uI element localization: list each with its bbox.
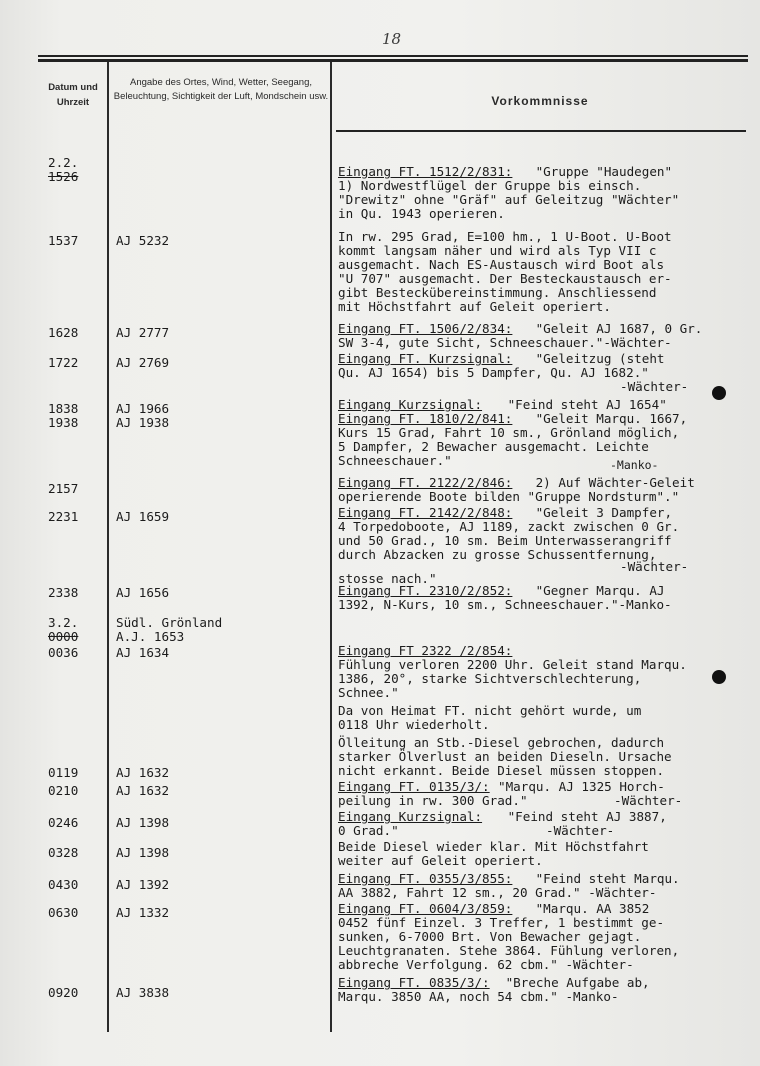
event-line: 0452 fünf Einzel. 3 Treffer, 1 bestimmt ge- [338, 915, 665, 930]
location-entry: AJ 1938 [116, 415, 170, 430]
event-line: Ölleitung an Stb.-Diesel gebrochen, dadurch [338, 735, 665, 750]
time-entry: 0210 [48, 783, 79, 798]
message-heading: Eingang FT. 2310/2/852: [338, 583, 513, 598]
location-entry: AJ 2777 [116, 325, 170, 340]
event-line: stosse nach." [338, 571, 437, 586]
top-double-rule [38, 55, 748, 57]
time-entry: 0036 [48, 645, 79, 660]
event-line: und 50 Grad., 10 sm. Beim Unterwasserangriff [338, 533, 672, 548]
event-line: kommt langsam näher und wird als Typ VII c [338, 243, 657, 258]
location-entry: AJ 1966 [116, 401, 170, 416]
event-line: Da von Heimat FT. nicht gehört wurde, um [338, 703, 642, 718]
event-line: 1) Nordwestflügel der Gruppe bis einsch. [338, 178, 642, 193]
header-datetime: Datum und Uhrzeit [48, 82, 98, 108]
message-heading: Eingang Kurzsignal: [338, 397, 483, 412]
message-heading: Eingang FT. 0355/3/855: [338, 871, 513, 886]
sender-signature: -Wächter- [546, 823, 615, 838]
event-line: durch Abzacken zu grosse Schussentfernung, [338, 547, 657, 562]
event-line: 5 Dampfer, 2 Bewacher ausgemacht. Leichte [338, 439, 649, 454]
message-heading: Eingang FT. 2122/2/846: [338, 475, 513, 490]
time-entry: 0630 [48, 905, 79, 920]
event-line: 1386, 20°, starke Sichtverschlechterung, [338, 671, 642, 686]
event-line: "Drewitz" ohne "Gräf" auf Geleitzug "Wächter" [338, 192, 680, 207]
event-line: "Gegner Marqu. AJ [528, 583, 665, 598]
event-line: abbreche Verfolgung. 62 cbm." -Wächter- [338, 957, 634, 972]
event-line: "Marqu. AJ 1325 Horch- [498, 779, 665, 794]
date-entry: 2.2. [48, 155, 79, 170]
event-line: In rw. 295 Grad, E=100 hm., 1 U-Boot. U-Boot [338, 229, 672, 244]
time-entry: 2231 [48, 509, 79, 524]
sender-signature: -Wächter- [614, 793, 683, 808]
header-rule [336, 130, 746, 132]
event-line: "Geleitzug (steht [528, 351, 665, 366]
time-entry: 1722 [48, 355, 79, 370]
event-line: 2) Auf Wächter-Geleit [528, 475, 695, 490]
sender-signature: -Wächter- [620, 559, 689, 574]
event-line: "Geleit 3 Dampfer, [528, 505, 673, 520]
time-entry: 0246 [48, 815, 79, 830]
event-line: Qu. AJ 1654) bis 5 Dampfer, Qu. AJ 1682." [338, 365, 649, 380]
sender-signature: -Wächter- [620, 379, 689, 394]
event-line: Schnee." [338, 685, 399, 700]
location-entry: AJ 1656 [116, 585, 170, 600]
message-heading: Eingang Kurzsignal: [338, 809, 483, 824]
event-line: operierende Boote bilden "Gruppe Nordsturm"." [338, 489, 680, 504]
location-entry: AJ 2769 [116, 355, 170, 370]
time-entry: 1938 [48, 415, 79, 430]
event-line: weiter auf Geleit operiert. [338, 853, 543, 868]
event-line: 1392, N-Kurs, 10 sm., Schneeschauer."-Manko- [338, 597, 672, 612]
event-line: mit Höchstfahrt auf Geleit operiert. [338, 299, 611, 314]
event-line: 0 Grad." [338, 823, 399, 838]
event-line: "U 707" ausgemacht. Der Besteckaustausch er- [338, 271, 672, 286]
location-entry: AJ 5232 [116, 233, 170, 248]
time-entry: 2157 [48, 481, 79, 496]
time-entry: 0328 [48, 845, 79, 860]
time-entry: 1838 [48, 401, 79, 416]
event-line: starker Ölverlust an beiden Dieseln. Ursache [338, 749, 672, 764]
time-entry: 0000 [48, 629, 79, 644]
time-entry: 2338 [48, 585, 79, 600]
location-entry: AJ 1659 [116, 509, 170, 524]
message-heading: Eingang FT. 0135/3/: [338, 779, 490, 794]
time-entry: 0920 [48, 985, 79, 1000]
message-heading: Eingang FT. Kurzsignal: [338, 351, 513, 366]
time-entry: 1526 [48, 169, 79, 184]
top-rule [38, 59, 748, 62]
message-heading: Eingang FT. 2142/2/848: [338, 505, 513, 520]
header-events: Vorkommnisse [491, 94, 589, 108]
location-entry: AJ 1634 [116, 645, 170, 660]
event-line: Marqu. 3850 AA, noch 54 cbm." -Manko- [338, 989, 619, 1004]
location-entry: Südl. Grönland [116, 615, 223, 630]
message-heading: Eingang FT 2322 /2/854: [338, 643, 513, 658]
header-location-weather: Angabe des Ortes, Wind, Wetter, Seegang, Beleuchtung, Sichtigkeit der Luft, Mondschein usw. [113, 77, 329, 102]
location-entry: AJ 1632 [116, 783, 170, 798]
date-entry: 3.2. [48, 615, 79, 630]
event-line: gibt Besteckübereinstimmung. Anschliessend [338, 285, 657, 300]
event-line: Kurs 15 Grad, Fahrt 10 sm., Grönland möglich, [338, 425, 680, 440]
event-line: ausgemacht. Nach ES-Austausch wird Boot als [338, 257, 665, 272]
location-entry: AJ 1392 [116, 877, 170, 892]
time-entry: 0430 [48, 877, 79, 892]
message-heading: Eingang FT. 0835/3/: [338, 975, 490, 990]
event-line: Leuchtgranaten. Stehe 3864. Fühlung verloren, [338, 943, 680, 958]
sender-signature: -Manko- [610, 458, 659, 472]
time-entry: 1628 [48, 325, 79, 340]
event-line: "Geleit Marqu. 1667, [528, 411, 688, 426]
event-line: sunken, 6-7000 Brt. Von Bewacher gejagt. [338, 929, 642, 944]
location-entry: A.J. 1653 [116, 629, 185, 644]
message-heading: Eingang FT. 1512/2/831: [338, 164, 513, 179]
event-line: "Gruppe "Haudegen" [528, 164, 673, 179]
column-divider-1 [107, 62, 109, 1032]
event-line: "Breche Aufgabe ab, [498, 975, 650, 990]
location-entry: AJ 1398 [116, 815, 170, 830]
event-line: "Feind steht Marqu. [528, 871, 680, 886]
event-line: nicht erkannt. Beide Diesel müssen stoppen. [338, 763, 665, 778]
location-entry: AJ 1332 [116, 905, 170, 920]
event-line: Beide Diesel wieder klar. Mit Höchstfahrt [338, 839, 649, 854]
location-entry: AJ 1398 [116, 845, 170, 860]
column-divider-2 [330, 62, 332, 1032]
message-heading: Eingang FT. 0604/3/859: [338, 901, 513, 916]
event-line: in Qu. 1943 operieren. [338, 206, 505, 221]
event-line: SW 3-4, gute Sicht, Schneeschauer."-Wächter- [338, 335, 672, 350]
time-entry: 0119 [48, 765, 79, 780]
page-number: 18 [382, 30, 402, 48]
event-line: peilung in rw. 300 Grad." [338, 793, 528, 808]
event-line: 0118 Uhr wiederholt. [338, 717, 490, 732]
event-line: 4 Torpedoboote, AJ 1189, zackt zwischen 0 Gr. [338, 519, 680, 534]
event-line: "Marqu. AA 3852 [528, 901, 650, 916]
message-heading: Eingang FT. 1506/2/834: [338, 321, 513, 336]
ink-blot [712, 386, 726, 400]
event-line: "Feind steht AJ 3887, [500, 809, 667, 824]
location-entry: AJ 3838 [116, 985, 170, 1000]
event-line: AA 3882, Fahrt 12 sm., 20 Grad." -Wächter- [338, 885, 657, 900]
time-entry: 1537 [48, 233, 79, 248]
location-entry: AJ 1632 [116, 765, 170, 780]
event-line: "Feind steht AJ 1654" [500, 397, 667, 412]
ink-blot [712, 670, 726, 684]
message-heading: Eingang FT. 1810/2/841: [338, 411, 513, 426]
event-line: "Geleit AJ 1687, 0 Gr. [528, 321, 703, 336]
event-line: Schneeschauer." [338, 453, 452, 468]
event-line: Fühlung verloren 2200 Uhr. Geleit stand Marqu. [338, 657, 687, 672]
